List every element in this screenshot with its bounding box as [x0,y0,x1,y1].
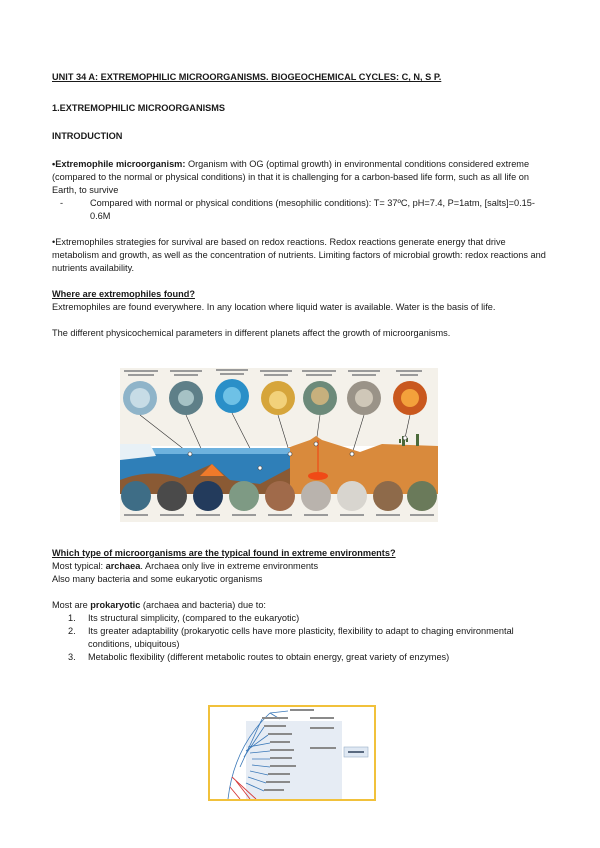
typical-paragraph [52,560,552,573]
document-title: UNIT 34 A: EXTREMOPHILIC MICROORGANISMS. BIOGEOCHEMICAL CYCLES: C, N, S P. [52,72,442,82]
typical-suffix: . Archaea only live in extreme environments [140,561,319,571]
prokaryotic-paragraph [52,599,552,612]
phylogenetic-tree-diagram [210,707,374,799]
list-item [52,625,552,651]
mesophilic-conditions-item [52,197,552,223]
definition-text: Organism with OG (optimal growth) in environmental conditions considered extreme (compared to the normal or physical conditions) in that it is challenging for a carbon-based life form, such as all life on Earth, to survive [52,159,530,195]
list-item-text: Its structural simplicity, (compared to the eukaryotic) [88,613,300,623]
typical-prefix: Most typical: [52,561,106,571]
habitat-photo-circles-bottom [121,481,437,511]
list-item-number: 3. [68,652,76,662]
dash-marker: - [60,198,64,208]
section-heading: 1.EXTREMOPHILIC MICROORGANISMS [52,103,226,113]
where-heading: Where are extremophiles found? [52,289,195,299]
list-item [52,612,552,625]
list-item-number: 1. [68,613,76,623]
extreme-habitats-diagram [120,368,438,522]
mesophilic-conditions-text: Compared with normal or physical conditions (mesophilic conditions): T= 37ºC, pH=7.4, P=1atm, [salts]=0.15-0.6M [90,198,535,221]
list-item-text: Its greater adaptability (prokaryotic cells have more plasticity, flexibility to adapt to chaging environmental conditions, ubiquitous) [88,626,514,649]
phylogenetic-tree-figure [208,705,376,801]
intro-heading: INTRODUCTION [52,131,123,141]
definition-term: •Extremophile microorganism: [52,159,186,169]
list-item [52,651,552,664]
reasons-list [52,612,552,664]
extreme-habitats-figure [120,368,438,522]
definition-paragraph [52,158,552,197]
which-heading: Which type of microorganisms are the typical found in extreme environments? [52,548,396,558]
prokaryotic-prefix: Most are [52,600,91,610]
strategies-paragraph: •Extremophiles strategies for survival are based on redox reactions. Redox reactions generate energy that drive metabolism and growth, as well as the concentration of nutrients. Limiting factors of microbial growth: redox reactions and nutrients availability. [52,237,546,273]
also-paragraph: Also many bacteria and some eukaryotic organisms [52,574,263,584]
planets-paragraph: The different physicochemical parameters in different planets affect the growth of microorganisms. [52,328,451,338]
where-paragraph: Extremophiles are found everywhere. In any location where liquid water is available. Water is the basis of life. [52,302,496,312]
list-item-number: 2. [68,626,76,636]
prokaryotic-bold: prokaryotic [90,600,141,610]
typical-bold: archaea [105,561,141,571]
prokaryotic-suffix: (archaea and bacteria) due to: [140,600,266,610]
list-item-text: Metabolic flexibility (different metabolic routes to obtain energy, great variety of enzymes) [88,652,450,662]
microorganisms-section [52,547,552,664]
document-page [52,71,552,340]
